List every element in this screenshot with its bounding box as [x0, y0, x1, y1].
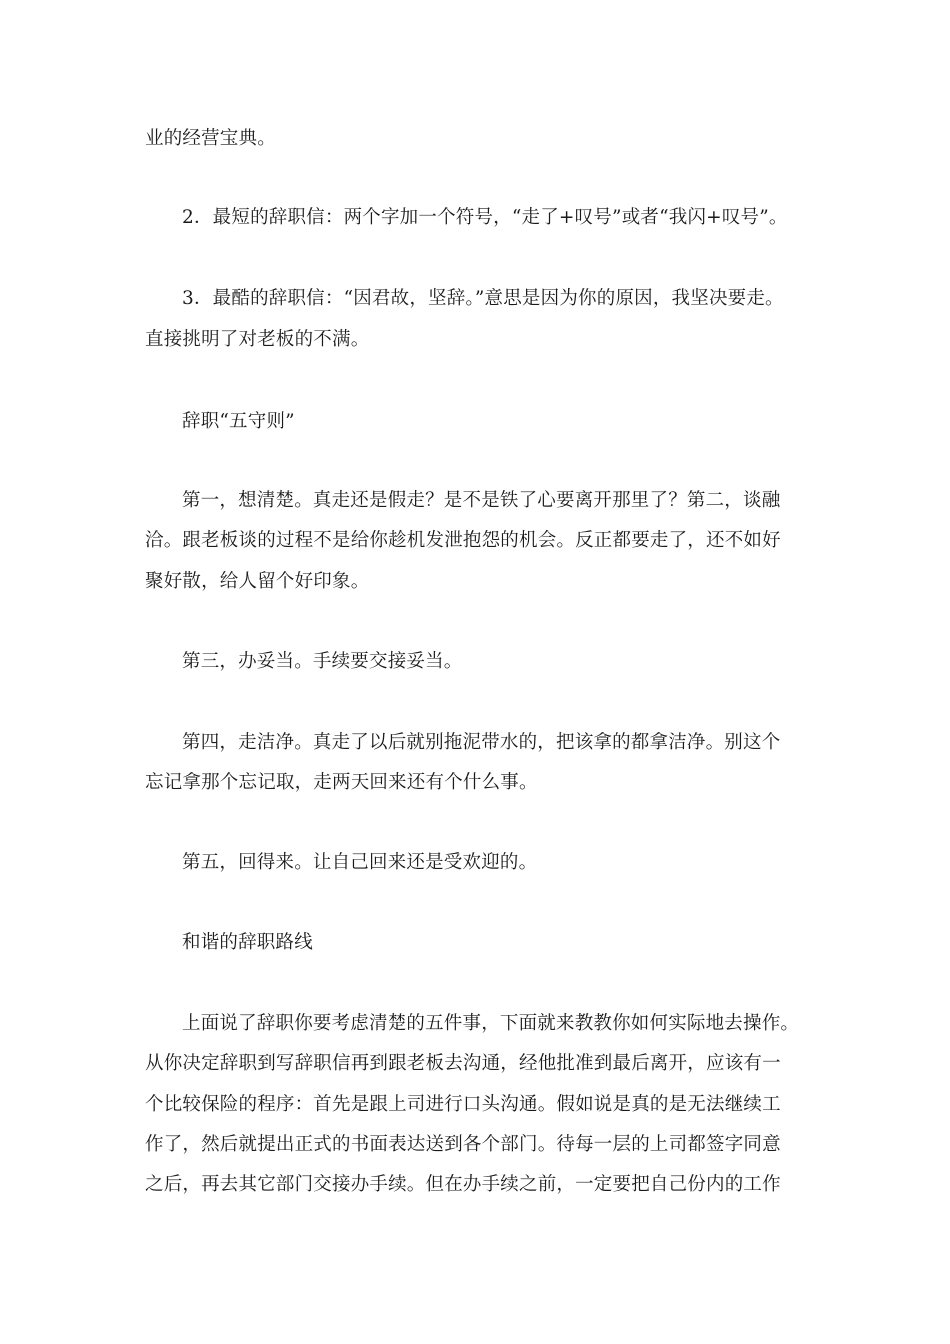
text-line: 第四，走洁净。真走了以后就别拖泥带水的，把该拿的都拿洁净。别这个: [182, 732, 781, 753]
text-line: 上面说了辞职你要考虑清楚的五件事，下面就来教教你如何实际地去操作。: [182, 1013, 800, 1034]
text-line: 3．最酷的辞职信：“因君故，坚辞。”意思是因为你的原因，我坚决要走。: [182, 288, 784, 309]
text-line: 直接挑明了对老板的不满。: [145, 329, 370, 350]
text-line: 聚好散，给人留个好印象。: [145, 571, 370, 592]
text-line: 忘记拿那个忘记取，走两天回来还有个什么事。: [145, 772, 538, 793]
section-heading: 和谐的辞职路线: [182, 932, 313, 953]
text-line: 洽。跟老板谈的过程不是给你趁机发泄抱怨的机会。反正都要走了，还不如好: [145, 530, 781, 551]
text-line: 个比较保险的程序：首先是跟上司进行口头沟通。假如说是真的是无法继续工: [145, 1094, 781, 1115]
text-line: 第五，回得来。让自己回来还是受欢迎的。: [182, 852, 538, 873]
text-line: 第三，办妥当。手续要交接妥当。: [182, 651, 463, 672]
text-line: 从你决定辞职到写辞职信再到跟老板去沟通，经他批准到最后离开，应该有一: [145, 1053, 781, 1074]
text-line: 之后，再去其它部门交接办手续。但在办手续之前，一定要把自己份内的工作: [145, 1174, 781, 1195]
text-line: 业的经营宝典。: [145, 128, 276, 149]
text-line: 第一，想清楚。真走还是假走？是不是铁了心要离开那里了？第二，谈融: [182, 490, 781, 511]
text-line: 2．最短的辞职信：两个字加一个符号，“走了+叹号”或者“我闪+叹号”。: [182, 207, 788, 228]
section-heading: 辞职“五守则”: [182, 411, 295, 432]
text-line: 作了，然后就提出正式的书面表达送到各个部门。待每一层的上司都签字同意: [145, 1134, 781, 1155]
